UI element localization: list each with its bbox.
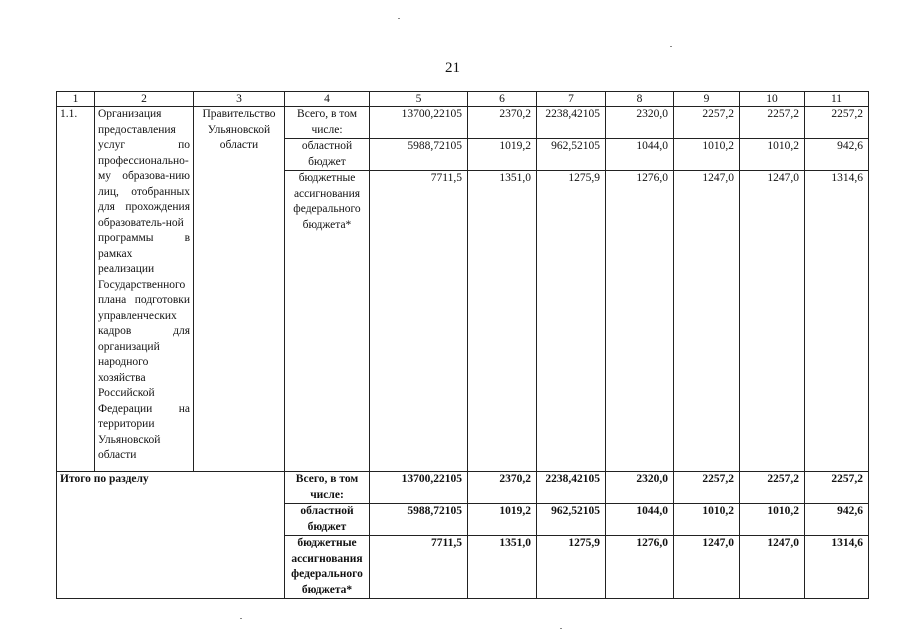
value-cell: 5988,72105 xyxy=(370,139,468,171)
value-cell: 7711,5 xyxy=(370,536,468,599)
value-cell: 942,6 xyxy=(805,504,869,536)
column-number-row xyxy=(57,92,869,107)
value-cell: 1275,9 xyxy=(537,171,606,472)
column-number: 6 xyxy=(468,92,537,107)
value-cell: 5988,72105 xyxy=(370,504,468,536)
value-cell: 1247,0 xyxy=(740,171,805,472)
column-number: 11 xyxy=(805,92,869,107)
section-total-label: Итого по разделу xyxy=(57,472,285,599)
value-cell: 1351,0 xyxy=(468,171,537,472)
value-cell: 2370,2 xyxy=(468,107,537,139)
value-cell: 942,6 xyxy=(805,139,869,171)
program-name: Организация предоставления услуг по профессионально-му образова-нию лиц, отобранных для прохождения образователь-ной программы в рамках реализации Государственного плана подготовки управленческих кадров для организаций народного хозяйства Российской Федерации на территории Ульяновской области xyxy=(95,107,194,472)
value-cell: 1247,0 xyxy=(740,536,805,599)
value-cell: 2257,2 xyxy=(805,472,869,504)
value-cell: 2257,2 xyxy=(740,472,805,504)
scan-speck xyxy=(240,618,242,619)
scan-speck xyxy=(670,46,672,47)
total-row-total xyxy=(57,472,869,504)
value-cell: 2257,2 xyxy=(740,107,805,139)
value-cell: 1351,0 xyxy=(468,536,537,599)
value-cell: 2257,2 xyxy=(674,472,740,504)
column-number: 4 xyxy=(285,92,370,107)
funding-source: Всего, в том числе: xyxy=(285,107,370,139)
funding-source: Всего, в том числе: xyxy=(285,472,370,504)
value-cell: 2238,42105 xyxy=(537,107,606,139)
value-cell: 1044,0 xyxy=(606,139,674,171)
value-cell: 962,52105 xyxy=(537,504,606,536)
budget-table xyxy=(56,91,869,599)
program-executor: Правительство Ульяновской области xyxy=(194,107,285,472)
value-cell: 1044,0 xyxy=(606,504,674,536)
value-cell: 1314,6 xyxy=(805,536,869,599)
program-row-total xyxy=(57,107,869,139)
scan-speck xyxy=(560,628,562,629)
value-cell: 1276,0 xyxy=(606,171,674,472)
value-cell: 2320,0 xyxy=(606,107,674,139)
program-code: 1.1. xyxy=(57,107,95,472)
column-number: 10 xyxy=(740,92,805,107)
funding-source: бюджетные ассигнования федерального бюджета* xyxy=(285,536,370,599)
value-cell: 1019,2 xyxy=(468,139,537,171)
column-number: 8 xyxy=(606,92,674,107)
column-number: 5 xyxy=(370,92,468,107)
scan-speck xyxy=(398,18,400,19)
value-cell: 7711,5 xyxy=(370,171,468,472)
value-cell: 1275,9 xyxy=(537,536,606,599)
value-cell: 1010,2 xyxy=(740,504,805,536)
value-cell: 1010,2 xyxy=(740,139,805,171)
value-cell: 1247,0 xyxy=(674,536,740,599)
value-cell: 2370,2 xyxy=(468,472,537,504)
value-cell: 13700,22105 xyxy=(370,107,468,139)
column-number: 3 xyxy=(194,92,285,107)
value-cell: 2320,0 xyxy=(606,472,674,504)
column-number: 1 xyxy=(57,92,95,107)
value-cell: 1276,0 xyxy=(606,536,674,599)
value-cell: 13700,22105 xyxy=(370,472,468,504)
column-number: 7 xyxy=(537,92,606,107)
value-cell: 2257,2 xyxy=(674,107,740,139)
value-cell: 1019,2 xyxy=(468,504,537,536)
value-cell: 962,52105 xyxy=(537,139,606,171)
page-number: 21 xyxy=(445,60,460,76)
value-cell: 2257,2 xyxy=(805,107,869,139)
value-cell: 1247,0 xyxy=(674,171,740,472)
value-cell: 1314,6 xyxy=(805,171,869,472)
value-cell: 1010,2 xyxy=(674,139,740,171)
value-cell: 1010,2 xyxy=(674,504,740,536)
funding-source: бюджетные ассигнования федерального бюджета* xyxy=(285,171,370,472)
funding-source: областной бюджет xyxy=(285,504,370,536)
funding-source: областной бюджет xyxy=(285,139,370,171)
column-number: 2 xyxy=(95,92,194,107)
value-cell: 2238,42105 xyxy=(537,472,606,504)
column-number: 9 xyxy=(674,92,740,107)
